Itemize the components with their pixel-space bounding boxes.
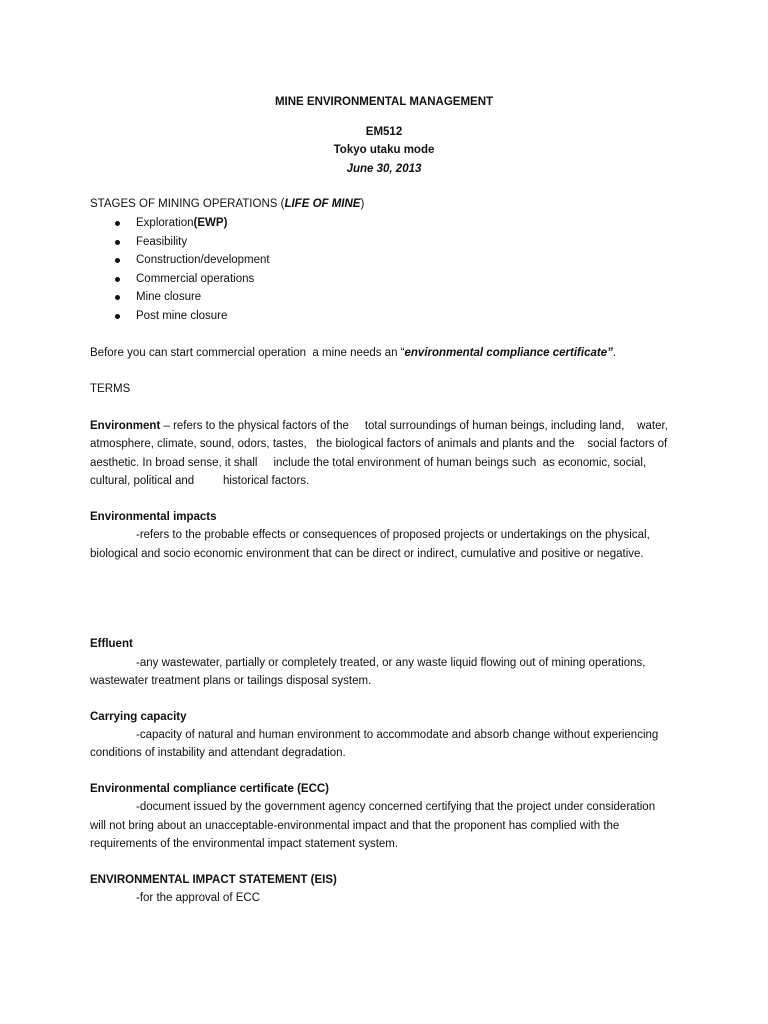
list-item-emphasis: (EWP) — [193, 217, 228, 229]
definition-line: -document issued by the government agency concerned certifying that the project under consideration — [136, 801, 656, 813]
definition-line: conditions of instability and attendant degradation. — [90, 747, 346, 759]
definition-line: -refers to the probable effects or consequences of proposed projects or undertakings on the physical, — [136, 529, 650, 541]
bullet-icon — [115, 240, 120, 245]
document-title: MINE ENVIRONMENTAL MANAGEMENT — [274, 96, 494, 108]
ecc-note-emphasis: environmental compliance certificate” — [404, 347, 613, 359]
stages-heading-italic: LIFE OF MINE — [284, 198, 361, 210]
list-item — [136, 309, 227, 323]
definition-line: will not bring about an unacceptable-environmental impact and that the proponent has complied with the — [90, 820, 620, 832]
definition-line: -any wastewater, partially or completely treated, or any waste liquid flowing out of mining operations, — [136, 657, 646, 669]
list-item-label: Post mine closure — [136, 310, 228, 322]
ecc-note-prefix: Before you can start commercial operation a mine needs an “ — [90, 347, 405, 359]
list-item — [136, 290, 201, 304]
definition-line: biological and socio economic environment that can be direct or indirect, cumulative and positive or negative. — [90, 548, 644, 560]
environment-term: Environment — [90, 420, 161, 432]
definition-term: ENVIRONMENTAL IMPACT STATEMENT (EIS) — [90, 874, 337, 886]
list-item — [136, 272, 254, 286]
bullet-icon — [115, 277, 120, 282]
definition-line: -for the approval of ECC — [136, 892, 261, 904]
bullet-icon — [115, 295, 120, 300]
list-item — [136, 216, 227, 230]
definition-line: wastewater treatment plans or tailings disposal system. — [90, 675, 372, 687]
document-date: June 30, 2013 — [346, 163, 422, 175]
ecc-note-suffix: . — [612, 347, 617, 359]
stages-heading — [90, 197, 364, 211]
bullet-icon — [115, 221, 120, 226]
stages-heading-suffix: ) — [360, 198, 365, 210]
list-item-label: Commercial operations — [136, 273, 255, 285]
list-item-label: Exploration — [136, 217, 194, 229]
list-item — [136, 235, 187, 249]
document-subtitle: Tokyo utaku mode — [333, 144, 435, 156]
list-item-label: Mine closure — [136, 291, 202, 303]
list-item-label: Feasibility — [136, 236, 188, 248]
stages-heading-prefix: STAGES OF MINING OPERATIONS ( — [90, 198, 285, 210]
list-item-label: Construction/development — [136, 254, 270, 266]
environment-text: – refers to the physical factors of the total surroundings of human beings, including land, water, — [160, 420, 668, 432]
definition-term: Effluent — [90, 638, 133, 650]
bullet-icon — [115, 258, 120, 263]
ecc-note — [90, 346, 616, 360]
terms-heading: TERMS — [90, 383, 131, 395]
definition-line: requirements of the environmental impact statement system. — [90, 838, 399, 850]
environment-line-4: cultural, political and historical factors. — [90, 475, 310, 487]
environment-line-3: aesthetic. In broad sense, it shall include the total environment of human beings such as economic, social, — [90, 457, 647, 469]
definition-line: -capacity of natural and human environment to accommodate and absorb change without experiencing — [136, 729, 659, 741]
list-item — [136, 253, 270, 267]
course-code: EM512 — [365, 126, 403, 138]
environment-line-2: atmosphere, climate, sound, odors, tastes, the biological factors of animals and plants and the social factors of — [90, 438, 668, 450]
environment-line-1 — [90, 419, 668, 433]
definition-term: Environmental compliance certificate (ECC) — [90, 783, 330, 795]
bullet-icon — [115, 314, 120, 319]
definition-term: Carrying capacity — [90, 711, 187, 723]
definition-term: Environmental impacts — [90, 511, 217, 523]
